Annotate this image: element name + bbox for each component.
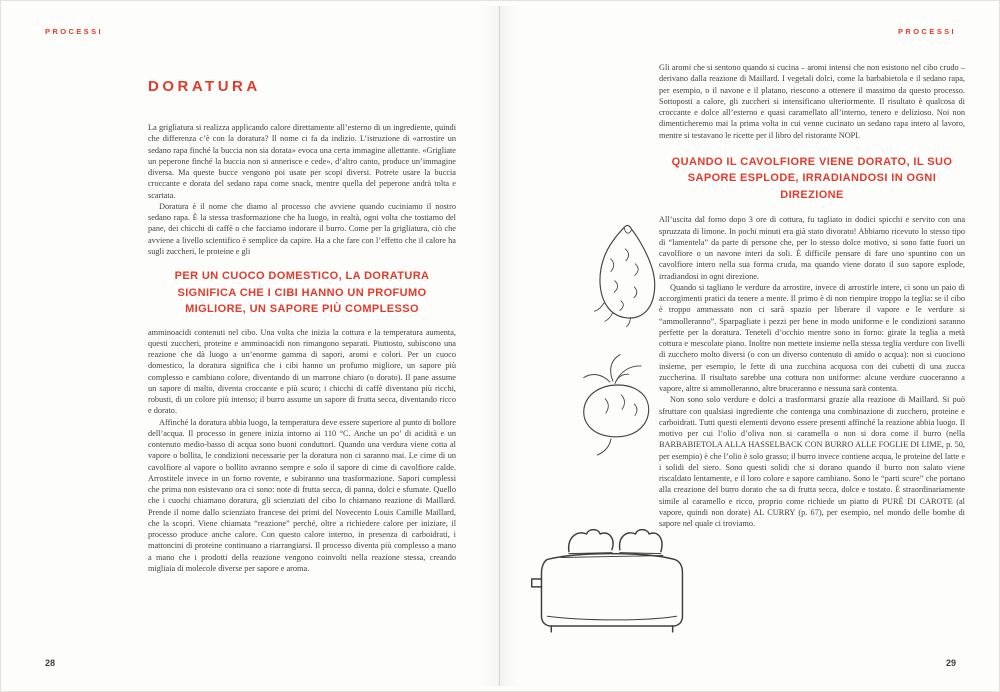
toaster-illustration: [518, 522, 704, 640]
page-number-left: 28: [45, 658, 56, 668]
toaster-sketch-svg: [518, 522, 704, 640]
page-number-right: 29: [945, 658, 956, 668]
chapter-title: DORATURA: [148, 78, 261, 95]
body-paragraph: Non sono solo verdure e dolci a trasformarsi grazie alla reazione di Maillard. Si può sfruttare con qualsiasi ingrediente che contenga una combinazione di zucchero, proteine e carboidrati. Tutti questi elementi devono essere presenti affinché la reazione abbia luogo. Il motivo per cui l’olio d’oliva non si caramella o non si dora come il burro (nella BARBABIETOLA ALLA HASSELBACK CON BURRO ALLE FOGLIE DI LIME, p. 50, per esempio) è che l’olio è solo grasso; il burro invece contiene acqua, le proteine del latte e i solidi del siero. Sono questi solidi che si dorano quando il burro non salato viene riscaldato lentamente, e il loro colore e sapore cambiano. Sono le “parti scure” che portano alla creazione del burro dorato che sa di frutta secca, dolce e tostato. È straordinariamente simile al caramello e ricco, proprio come richiede un piatto di PURÈ DI CAROTE (al vapore, quindi non dorate) AL CURRY (p. 67), per esempio, nel mondo delle bombe di sapore nel quale ci troviamo.: [659, 395, 965, 528]
body-paragraph: All’uscita dal forno dopo 3 ore di cottura, fu tagliato in dodici spicchi e servito con una spruzzata di limone. In pochi minuti era già stato divorato! Abbiamo ricevuto lo stesso tipo di “lamentela” da parte di persone che, per lo stesso dolce motivo, si sono fatte fuori un cavolfiore o un navone interi da soli. È difficile pensare di fare uno spuntino con un cavolfiore intero nella sua forma cruda, ma quando viene dorato il suo sapore esplode, irradiandosi in ogni direzione.: [659, 215, 965, 281]
page-fold-shadow: [480, 6, 520, 686]
body-paragraph: Gli aromi che si sentono quando si cucina – aromi intensi che non esistono nel cibo crudo – derivano dalla reazione di Maillard. I vegetali dolci, come la barbabietola e il sedano rapa, per esempio, o il navone e il platano, riescono a ottenere il massimo da questo processo. Sottoposti a calore, gli zuccheri si intensificano ulteriormente. Il risultato è qualcosa di croccante e dolce all’esterno e quasi caramellato all’interno, tenero e delizioso. Noi non dimenticheremo mai la prima volta in cui venne cucinato un sedano rapa intero al lavoro, mentre si testavano le ricette per il libro del ristorante NOPI.: [659, 63, 965, 140]
left-text-column: [148, 122, 456, 574]
turnip-illustration: [564, 350, 664, 459]
body-paragraph: Quando si tagliano le verdure da arrostire, invece di arrostirle intere, ci sono un paio di accorgimenti pratici da tenere a mente. Il primo è di non riempire troppo la teglia: se il cibo è troppo ammassato non ci sarà spazio per liberare il vapore e le verdure si “ammolleranno”. Sparpagliate i pezzi per bene in modo uniforme e le condizioni saranno perfette per la doratura. Teneteli d’occhio mentre sono in forno: girate la teglia a metà cottura e mescolate piano. Inoltre non mettete insieme nella stessa teglia verdure con livelli di zucchero molto diversi (o con un diverso contenuto di amido o acqua): non si cuociono insieme, per esempio, le fette di una zucchina acquosa con dei cubetti di una zucca zuccherina. Il risultato sarebbe una cottura non uniforme: alcune verdure cuoceranno a vapore, altre si ammolleranno, altre bruceranno e nessuna sarà contenta.: [659, 282, 965, 393]
right-text-column: [659, 62, 965, 529]
body-paragraph: amminoacidi contenuti nel cibo. Una volta che inizia la cottura e la temperatura aumenta, questi zuccheri, proteine e amminoacidi non rimangono separati. Piuttosto, subiscono una reazione che dà luogo a un’enorme gamma di sapori, aromi e colori. Per un cuoco domestico, la doratura significa che i cibi hanno un profumo migliore, un sapore più complesso e cambiano colore, diventando di un marrone chiaro (o dorato). Il pane assume un sapore di malto, diventa croccante e più scuro; i chicchi di caffè diventano più ricchi, robusti, di un colore più intenso; il burro assume un sapore di frutta secca, diventando ricco e dorato.: [148, 327, 456, 416]
turnip-sketch-svg: [564, 350, 664, 459]
running-head-right: PROCESSI: [898, 27, 956, 36]
celeriac-illustration: [579, 218, 670, 335]
body-paragraph: Doratura è il nome che diamo al processo che avviene quando cuciniamo il nostro sedano rapa. È la stessa trasformazione che ha luogo, in realtà, ogni volta che tostiamo del pane, dei chicchi di caffè o che facciamo indorare il burro. Come per la grigliatura, ciò che avviene a livello scientifico è semplice da capire. Ha a che fare con l’effetto che il calore ha sugli zuccheri, le proteine e gli: [148, 201, 456, 256]
page-fold-line: [499, 6, 500, 686]
celeriac-sketch-svg: [579, 218, 670, 335]
body-paragraph: La grigliatura si realizza applicando calore direttamente all’esterno di un ingrediente, quindi che differenza c’è con la doratura? Il nome ci fa da indizio. L’istruzione di «arrostire un sedano rapa finché la buccia non sia dorata» evoca una certa immagine allettante. «Grigliate un peperone finché la buccia non si annerisce e cede», d’altro canto, produce un’immagine diversa. Ma queste bucce vengono poi usate per scopi diversi. Potrete usare la buccia croccante e dorata del sedano rapa come snack, mentre quella del peperone andrà tolta e scartata.: [148, 123, 456, 200]
body-paragraph: Affinché la doratura abbia luogo, la temperatura deve essere superiore al punto di bollore dell’acqua. Il processo in genere inizia intorno ai 110 °C. Anche un po’ di acidità e un contenuto medio-basso di acqua sono buoni conduttori. Quando una verdura viene cotta al vapore o bollita, le condizioni necessarie per la doratura non ci saranno mai. Le cime di un cavolfiore al vapore o bollito avranno sempre e solo il sapore di cime di cavolfiore calde. Arrostitele invece in un forno rovente, e subiranno una trasformazione. Sapori complessi che prima non esistevano ora ci sono: note di frutta secca, di panna, dolci e sfumate. Quello che i cuochi chiamano doratura, gli scienziati del cibo lo chiamano reazione di Maillard. Prende il nome dallo scienziato francese dei primi del Novecento Louis Camille Maillard, che la scoprì. Viene chiamata “reazione” perché, oltre a richiedere calore per iniziare, il processo produce anche calore. Con questo calore interno, in presenza di carboidrati, i mattoncini di proteine continuano a riarrangiarsi. Il processo diventa più complesso a mano a mano che i prodotti della reazione vengono coinvolti nella reazione stessa, creando migliaia di molecole diverse per sapore e aroma.: [148, 417, 456, 573]
section-heading: QUANDO IL CAVOLFIORE VIENE DORATO, IL SUO SAPORE ESPLODE, IRRADIANDOSI IN OGNI DIREZIONE: [671, 155, 953, 201]
running-head-left: PROCESSI: [45, 27, 103, 36]
pull-quote: PER UN CUOCO DOMESTICO, LA DORATURA SIGNIFICA CHE I CIBI HANNO UN PROFUMO MIGLIORE, UN SAPORE PIÙ COMPLESSO: [174, 270, 430, 315]
